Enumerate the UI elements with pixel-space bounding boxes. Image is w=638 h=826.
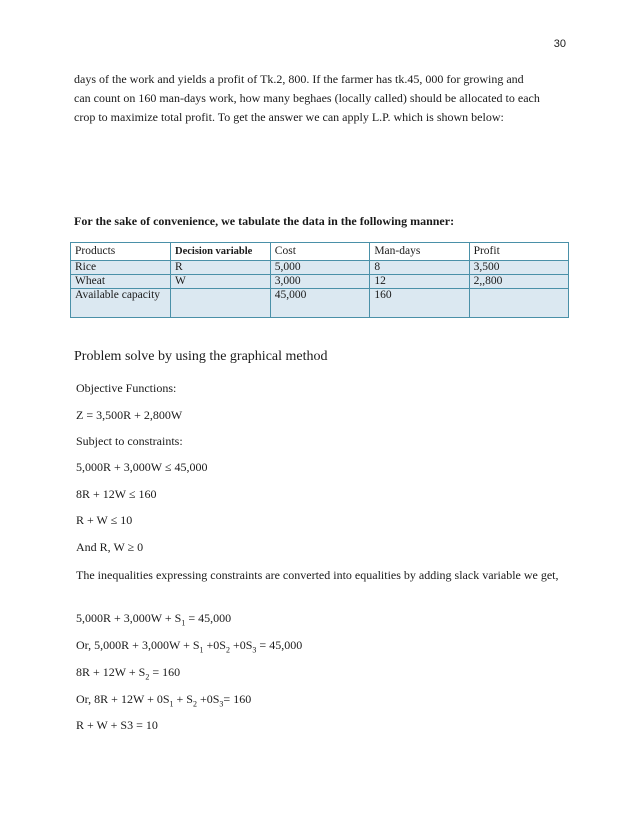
equation-text: Or, 5,000R + 3,000W + S — [76, 638, 200, 652]
header-cell-man-days: Man-days — [370, 243, 469, 261]
table-cell: 160 — [370, 289, 469, 318]
table-header-row — [71, 243, 569, 261]
table-heading: For the sake of convenience, we tabulate the data in the following manner: — [74, 214, 455, 228]
equation-line: R + W + S3 = 10 — [76, 718, 158, 732]
intro-line: crop to maximize total profit. To get the answer we can apply L.P. which is shown below: — [74, 110, 504, 124]
constraint-line: And R, W ≥ 0 — [76, 540, 144, 554]
table-cell: 45,000 — [270, 289, 370, 318]
table-row — [71, 275, 569, 289]
header-cell-profit: Profit — [469, 243, 568, 261]
equation-subscript: 1 — [199, 645, 204, 655]
objective-label: Objective Functions: — [76, 381, 177, 395]
table-cell — [171, 289, 271, 318]
table-cell: 5,000 — [270, 261, 370, 275]
equation-text: 8R + 12W + S — [76, 665, 146, 679]
table-cell — [469, 289, 568, 318]
intro-line: can count on 160 man-days work, how many beghaes (locally called) should be allocated to each — [74, 91, 540, 105]
table-cell: Rice — [71, 261, 171, 275]
equation-text: Or, 8R + 12W + 0S — [76, 692, 170, 706]
table-cell: W — [171, 275, 271, 289]
header-cell-cost: Cost — [270, 243, 370, 261]
header-cell-decision-variable: Decision variable — [171, 243, 271, 261]
section-title: Problem solve by using the graphical method — [74, 349, 328, 364]
table-cell: Available capacity — [71, 289, 171, 318]
equation-text: +0S — [196, 692, 220, 706]
intro-line: days of the work and yields a profit of Tk.2, 800. If the farmer has tk.45, 000 for growing and — [74, 72, 524, 86]
equation-subscript: 2 — [192, 699, 197, 709]
table-row — [71, 261, 569, 275]
table-cell: 2,,800 — [469, 275, 568, 289]
equation-line — [76, 638, 302, 654]
equation-line — [76, 665, 180, 681]
table-cell: 3,000 — [270, 275, 370, 289]
table-cell: 3,500 — [469, 261, 568, 275]
equation-subscript: 1 — [181, 618, 186, 628]
equation-subscript: 3 — [219, 699, 224, 709]
equation-text: +0S — [229, 638, 253, 652]
intro-paragraph — [74, 70, 568, 127]
equation-subscript: 2 — [225, 645, 230, 655]
equation-text: + S — [173, 692, 193, 706]
table-cell: R — [171, 261, 271, 275]
constraint-line: 5,000R + 3,000W ≤ 45,000 — [76, 460, 208, 474]
table-cell: Wheat — [71, 275, 171, 289]
table-cell: 8 — [370, 261, 469, 275]
equation-line — [76, 611, 231, 627]
header-cell-products: Products — [71, 243, 171, 261]
table-cell: 12 — [370, 275, 469, 289]
data-table — [70, 242, 569, 318]
equation-text: = 45,000 — [256, 638, 303, 652]
equation-text: 5,000R + 3,000W + S — [76, 611, 182, 625]
equation-text: = 160 — [149, 665, 181, 679]
equation-subscript: 1 — [169, 699, 174, 709]
equation-text: = 45,000 — [185, 611, 232, 625]
table-row-capacity — [71, 289, 569, 318]
equation-subscript: 2 — [145, 672, 150, 682]
slack-note: The inequalities expressing constraints are converted into equalities by adding slack variable we get, — [76, 568, 559, 582]
constraint-line: R + W ≤ 10 — [76, 513, 133, 527]
constraint-line: 8R + 12W ≤ 160 — [76, 487, 157, 501]
objective-function: Z = 3,500R + 2,800W — [76, 408, 183, 422]
equation-text: = 160 — [223, 692, 252, 706]
constraints-label: Subject to constraints: — [76, 434, 183, 448]
page-number: 30 — [553, 38, 566, 50]
equation-text: +0S — [203, 638, 226, 652]
equation-subscript: 3 — [252, 645, 257, 655]
equation-line — [76, 692, 251, 708]
